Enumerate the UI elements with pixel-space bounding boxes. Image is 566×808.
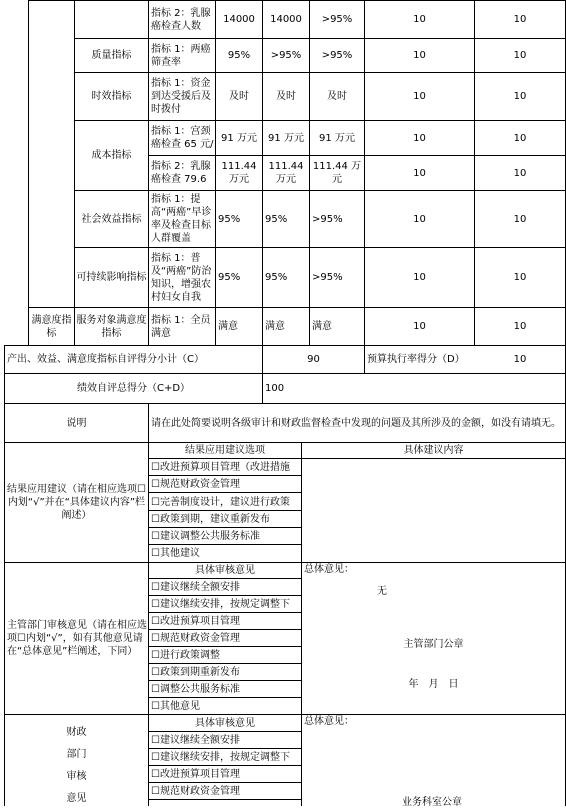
row-0-score: 10 [513,14,527,25]
total-label: 绩效自评总得分（C+D） [76,383,191,394]
group-satisfaction: 满意度指标 [31,314,72,339]
table-line [4,345,566,346]
table-line [4,442,566,443]
category-timeliness: 时效指标 [91,91,132,102]
finance-label: 意见 [66,792,87,804]
subtotal-value: 90 [307,354,320,365]
table-line [4,373,566,374]
finance-options-header: 具体审核意见 [195,717,255,729]
table-line [148,492,301,493]
table-line [262,0,263,403]
dept-options-header: 具体审核意见 [195,565,255,576]
row-1-indicator: 指标 1：两癌筛查率 [151,43,211,68]
dept-date: 年 月 日 [408,678,459,690]
row-1-weight: 10 [413,50,426,61]
dept-label: 主管部门审核意见（请在相应选项☐内划“√”，如有其他意见请在“总体意见”栏阐述，下同） [7,620,147,657]
row-0-actual: 14000 [270,14,302,25]
table-line [4,403,566,404]
row-4-target: 111.44 万元 [221,161,257,185]
table-line [148,765,301,766]
dept-seal: 主管部门公章 [403,638,464,650]
note-label: 说明 [66,417,87,429]
row-3-target: 91 万元 [221,132,257,144]
table-line [301,442,302,806]
row-7-score: 10 [513,321,527,332]
result-option: ☐规范财政资金管理 [151,479,240,490]
result-option: ☐政策到期，建议重新发布 [151,514,270,525]
dept-option: ☐规范财政资金管理 [151,633,240,644]
row-3-score_std: 91 万元 [319,132,355,144]
table-line [148,458,566,459]
subtotal-label: 产出、效益、满意度指标自评得分小计（C） [7,354,204,365]
category-sustain: 可持续影响指标 [76,272,147,283]
finance-seal: 业务科室公章 [402,797,462,806]
row-6-indicator: 指标 1：普及“两癌”防治知识，增强农村妇女自我 [151,252,212,303]
table-line [4,714,566,715]
table-line [148,595,301,596]
table-line [4,562,566,563]
result-content-header: 具体建议内容 [403,445,464,456]
table-line [148,646,301,647]
category-service: 服务对象满意度指标 [76,314,147,339]
row-2-score: 10 [513,91,527,102]
result-option: ☐其他建议 [151,548,200,559]
table-line [148,612,301,613]
row-6-weight: 10 [413,272,426,283]
row-6-score_std: >95% [312,272,343,283]
table-line [148,731,301,732]
row-3-score: 10 [513,132,527,144]
row-5-indicator: 指标 1：提高“两癌”早诊率及检查目标人群覆盖 [151,194,212,244]
finance-label: 审核 [66,770,87,782]
dept-option: ☐调整公共服务标准 [151,684,240,695]
row-6-actual: 95% [265,272,288,283]
row-7-weight: 10 [413,321,426,332]
table-line [148,475,301,476]
row-7-indicator: 指标 1：全员满意 [151,314,211,339]
table-line [148,0,149,345]
finance-overall-label: 总体意见： [304,716,354,727]
note-text: 请在此处简要说明各级审计和财政监督检查中发现的问题及其所涉及的金额，如没有请填无。 [151,417,561,429]
row-5-score: 10 [513,213,527,225]
row-5-weight: 10 [413,213,426,225]
table-line [148,663,301,664]
table-line [148,155,566,156]
table-line [364,0,365,373]
row-0-target: 14000 [223,14,255,25]
row-4-actual: 111.44 万元 [268,161,304,185]
row-5-target: 95% [218,213,241,225]
dept-option: ☐其他意见 [151,700,200,712]
row-1-score: 10 [513,50,527,61]
result-label: 结果应用建议（请在相应选项☐内划“√”并在“具体建议内容”栏阐述） [7,484,146,521]
row-1-target: 95% [227,50,251,61]
result-option: ☐改进预算项目管理（改进措施 [151,462,290,473]
result-option: ☐建议调整公共服务标准 [151,531,260,542]
row-7-target: 满意 [218,321,238,332]
row-7-actual: 满意 [265,321,285,332]
table-line [148,697,301,698]
table-line [148,578,301,579]
row-5-score_std: >95% [312,213,343,225]
finance-label: 部门 [66,748,87,760]
row-2-indicator: 指标 1：资金到达受援后及时拨付 [151,78,211,115]
row-0-score_std: >95% [321,14,353,25]
finance-label: 财政 [66,726,87,738]
dept-overall-label: 总体意见： [304,564,354,575]
row-4-score: 10 [513,167,527,179]
table-line [148,527,301,528]
dept-overall-value: 无 [377,585,387,597]
row-0-weight: 10 [413,14,426,25]
row-1-actual: >95% [270,50,302,61]
table-line [4,345,5,806]
table-line [148,403,149,806]
row-2-score_std: 及时 [327,91,347,102]
row-5-actual: 95% [265,213,288,225]
dept-option: ☐进行政策调整 [151,650,220,661]
total-value: 100 [265,383,285,394]
exec-value: 10 [513,354,527,365]
result-option: ☐完善制度设计，建议进行政策 [151,496,290,508]
exec-label: 预算执行率得分（D） [367,354,465,365]
dept-option: ☐改进预算项目管理 [151,616,240,627]
row-3-indicator: 指标 1：宫颈癌检查 65 元/ [151,126,214,150]
table-line [148,680,301,681]
row-2-target: 及时 [229,91,249,102]
category-social: 社会效益指标 [81,213,142,225]
row-4-weight: 10 [413,167,426,179]
category-quality: 质量指标 [91,50,132,61]
row-6-target: 95% [218,272,241,283]
finance-option: ☐建议继续全额安排 [151,735,240,746]
table-line [309,0,310,345]
table-line [148,799,301,800]
row-6-score: 10 [513,272,527,283]
table-line [148,748,301,749]
table-line [148,510,301,511]
row-7-score_std: 满意 [312,321,332,332]
row-4-indicator: 指标 2：乳腺癌检查 79.6 [151,161,211,185]
row-4-score_std: 111.44 万元 [312,161,362,185]
result-options-header: 结果应用建议选项 [185,445,265,456]
finance-option: ☐建议继续安排，按规定调整下 [151,752,290,763]
row-1-score_std: >95% [321,50,353,61]
table-line [215,0,216,345]
table-line [148,782,301,783]
table-line [474,0,475,345]
row-2-actual: 及时 [276,91,296,102]
table-line [28,0,29,345]
dept-option: ☐政策到期重新发布 [151,667,240,678]
dept-option: ☐建议继续安排，按规定调整下 [151,599,290,610]
table-line [28,307,566,308]
finance-option: ☐规范财政资金管理 [151,786,240,797]
dept-option: ☐建议继续全额安排 [151,582,240,593]
row-3-weight: 10 [413,132,426,144]
row-3-actual: 91 万元 [268,132,304,144]
finance-option: ☐改进预算项目管理 [151,769,240,780]
category-cost: 成本指标 [91,150,132,161]
table-line [74,0,75,345]
table-line [148,629,301,630]
table-line [148,544,301,545]
row-0-indicator: 指标 2：乳腺癌检查人数 [151,7,211,32]
row-2-weight: 10 [413,91,426,102]
table-line [28,0,566,1]
